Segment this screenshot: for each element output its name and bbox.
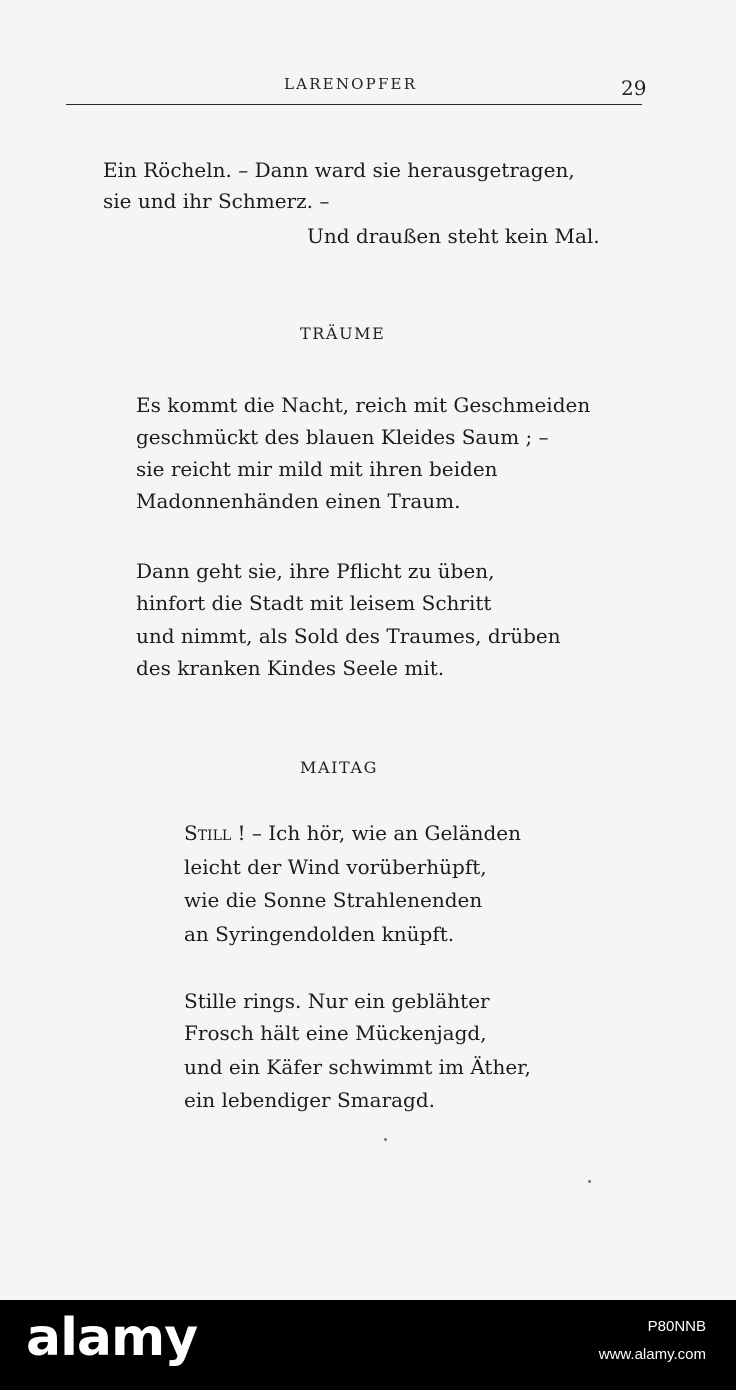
traeume-stanza1-line-4: Madonnenhänden einen Traum. [136,489,461,513]
traeume-stanza1-line-1: Es kommt die Nacht, reich mit Geschmeiden [136,393,591,417]
maitag-stanza2-line-1: Stille rings. Nur ein geblähter [184,989,490,1013]
maitag-stanza2-line-3: und ein Käfer schwimmt im Äther, [184,1055,531,1079]
traeume-stanza1-line-3: sie reicht mir mild mit ihren beiden [136,457,498,481]
page-number: 29 [621,76,647,100]
traeume-stanza2-line-3: und nimmt, als Sold des Traumes, drüben [136,624,561,648]
stock-footer [0,1300,736,1390]
maitag-stanza1-line-3: wie die Sonne Strahlenenden [184,888,483,912]
intro-line-2: sie und ihr Schmerz. – [103,189,330,213]
intro-line-3: Und draußen steht kein Mal. [307,224,600,248]
poem-title-maitag: MAITAG [300,758,378,777]
traeume-stanza2-line-2: hinfort die Stadt mit leisem Schritt [136,591,492,615]
maitag-stanza1-line-2: leicht der Wind vorüberhüpft, [184,855,487,879]
maitag-stanza1-line-1 [184,819,521,847]
header-rule [66,104,642,105]
maitag-stanza2-line-4: ein lebendiger Smaragd. [184,1088,436,1112]
alamy-logo: alamy [26,1308,198,1368]
poem-title-traeume: TRÄUME [300,324,386,343]
intro-line-1: Ein Röcheln. – Dann ward sie herausgetragen, [103,158,575,182]
traeume-stanza1-line-2: geschmückt des blauen Kleides Saum ; – [136,425,549,449]
maitag-stanza1-line-4: an Syringendolden knüpft. [184,922,455,946]
running-title: LARENOPFER [284,75,418,93]
maitag-stanza2-line-2: Frosch hält eine Mückenjagd, [184,1021,487,1045]
maitag-first-word: Still ! [184,821,246,845]
print-speck [384,1138,387,1141]
image-id: P80NNB [647,1318,706,1335]
maitag-first-line-rest: – Ich hör, wie an Geländen [245,821,522,845]
traeume-stanza2-line-4: des kranken Kindes Seele mit. [136,656,445,680]
footer-url: www.alamy.com [598,1346,706,1363]
traeume-stanza2-line-1: Dann geht sie, ihre Pflicht zu üben, [136,559,495,583]
print-speck [588,1180,591,1183]
